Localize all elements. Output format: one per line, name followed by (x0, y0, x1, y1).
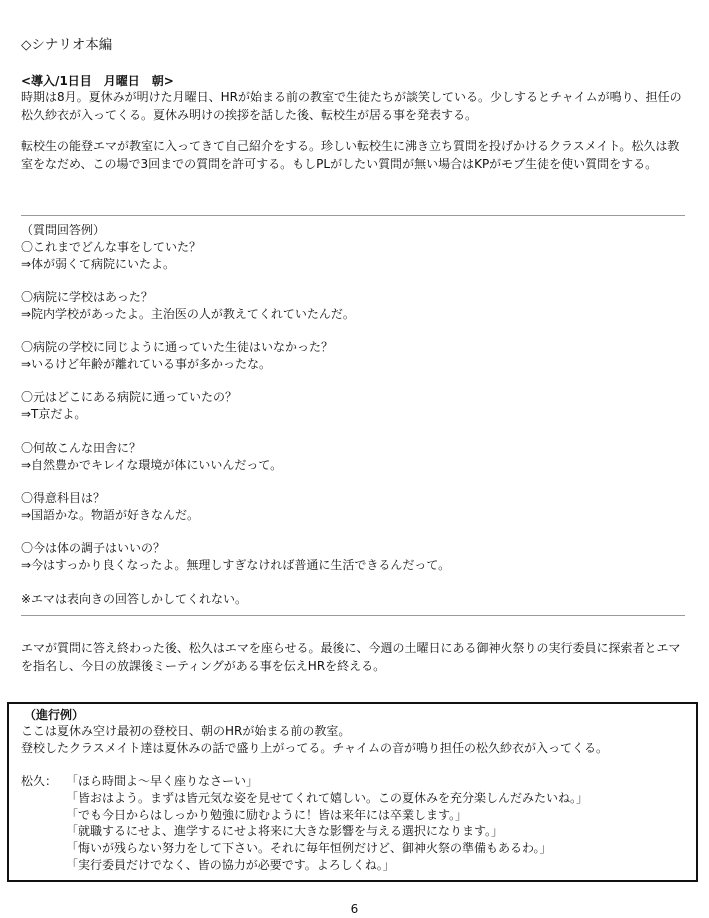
qa-answer: ⇒T京だよ。 (21, 407, 87, 421)
example-heading: （進行例） (24, 708, 85, 722)
qa-answer: ⇒今はすっかり良くなったよ。無理しすぎなければ普通に生活できるんだって。 (21, 558, 451, 572)
example-line-2: 登校したクラスメイト達は夏休みの話で盛り上がってる。チャイムの音が鳴り担任の松久紗衣が入ってくる。 (21, 741, 609, 755)
qa-answer: ⇒いるけど年齢が離れている事が多かったな。 (21, 357, 272, 371)
speech-line: 「悔いが残らない努力をして下さい。それに毎年恒例だけど、御神火祭の準備もあるわ。」 (66, 841, 552, 855)
qa-heading: （質問回答例） (21, 223, 106, 237)
qa-answer: ⇒自然豊かでキレイな環境が体にいいんだって。 (21, 458, 283, 472)
speech-line: 「実行委員だけでなく、皆の協力が必要です。よろしくね。」 (66, 858, 395, 872)
qa-question: 〇病院に学校はあった？ (21, 290, 153, 304)
qa-answer: ⇒国語かな。物語が好きなんだ。 (21, 508, 200, 522)
speech-line: 「ほら時間よ～早く座りなさーい」 (66, 774, 259, 788)
qa-question: 〇病院の学校に同じように通っていた生徒はいなかった？ (21, 340, 334, 354)
speech-line: 「でも今日からはしっかり勉強に励むように！皆は来年には卒業します。」 (66, 808, 468, 822)
qa-question: 〇元はどこにある病院に通っていたの？ (21, 390, 238, 404)
qa-answer: ⇒院内学校があったよ。主治医の人が教えてくれていたんだ。 (21, 307, 355, 321)
page-number: 6 (350, 902, 359, 916)
qa-answer: ⇒体が弱くて病院にいたよ。 (21, 257, 176, 271)
intro-heading: <導入/1日目 月曜日 朝> (21, 74, 174, 88)
speech-line: 「皆おはよう。まずは皆元気な姿を見せてくれて嬉しい。この夏休みを充分楽しんだみたいね。」 (66, 791, 589, 805)
divider-bottom (21, 615, 685, 616)
example-line-1: ここは夏休み空け最初の登校日、朝のHRが始まる前の教室。 (21, 724, 351, 738)
qa-question: 〇これまでどんな事をしていた？ (21, 240, 202, 254)
after-paragraph: エマが質問に答え終わった後、松久はエマを座らせる。最後に、今週の土曜日にある御神火祭りの実行委員に探索者とエマを指名し、今日の放課後ミーティングがある事を伝えHRを終える。 (21, 641, 681, 673)
qa-question: 〇得意科目は？ (21, 491, 106, 505)
intro-paragraph-1: 時期は8月。夏休みが明けた月曜日、HRが始まる前の教室で生徒たちが談笑している。少しするとチャイムが鳴り、担任の松久紗衣が入ってくる。夏休み明けの挨拶を話した後、転校生が居る事を発表する。 (21, 90, 682, 122)
intro-paragraph-2: 転校生の能登エマが教室に入ってきて自己紹介をする。珍しい転校生に沸き立ち質問を投げかけるクラスメイト。松久は教室をなだめ、この場で3回までの質問を許可する。もしPLがしたい質問が無い場合はKPがモブ生徒を使い質問をする。 (21, 139, 680, 171)
section-title: ◇シナリオ本編 (21, 37, 113, 53)
speech-line: 「就職するにせよ、進学するにせよ将来に大きな影響を与える選択になります。」 (66, 824, 504, 838)
qa-question: 〇今は体の調子はいいの？ (21, 541, 166, 555)
qa-question: 〇何故こんな田舎に？ (21, 441, 142, 455)
qa-note: ※エマは表向きの回答しかしてくれない。 (21, 592, 248, 606)
divider-top (21, 215, 685, 216)
speaker-label: 松久： (21, 774, 58, 788)
